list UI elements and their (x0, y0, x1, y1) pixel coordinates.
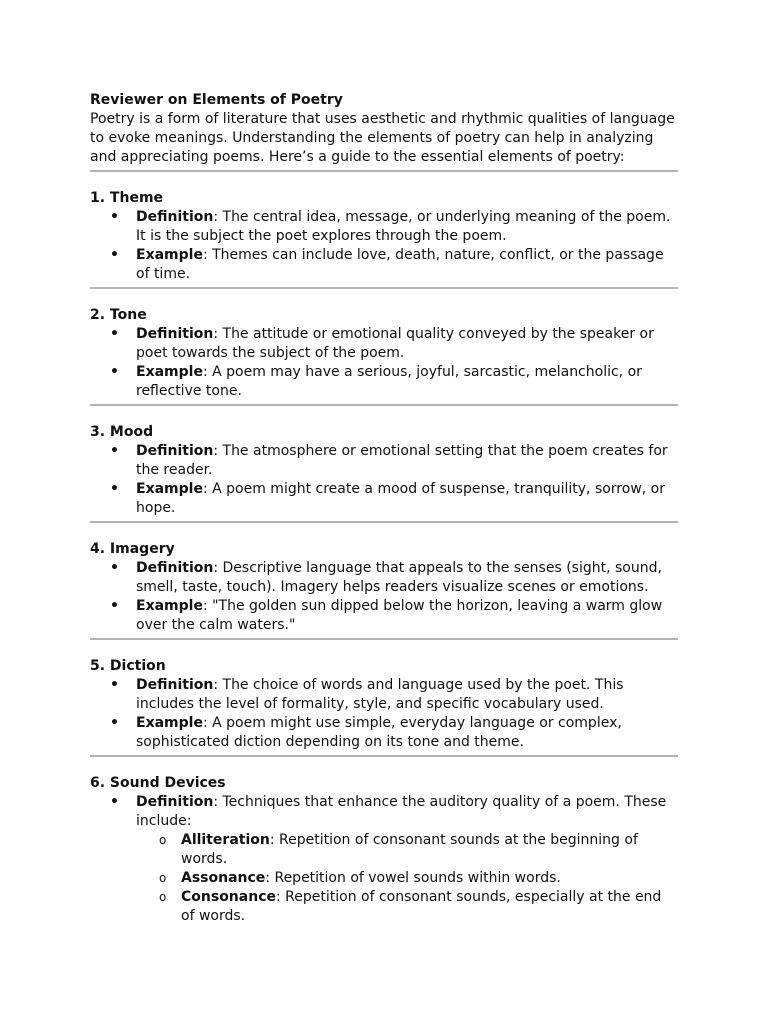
item-term: Definition (136, 443, 214, 459)
list-item (90, 480, 678, 518)
bullet-icon: • (110, 715, 119, 731)
section-divider (90, 287, 678, 289)
section-divider (90, 638, 678, 640)
item-term: Definition (136, 560, 214, 576)
list-item (90, 793, 678, 926)
list-item (90, 597, 678, 635)
intro-paragraph: Poetry is a form of literature that uses aesthetic and rhythmic qualities of language to evoke meanings. Understanding the elements of poetry can help in analyzing and appreciating poems. Here’s a guide to the essential elements of poetry: (90, 111, 675, 165)
item-text: : "The golden sun dipped below the horizon, leaving a warm glow over the calm waters." (136, 598, 663, 633)
item-text: : Techniques that enhance the auditory quality of a poem. These include: (136, 794, 667, 829)
section-heading: 2. Tone (90, 307, 147, 323)
bullet-icon: • (110, 364, 119, 380)
item-term: Example (136, 715, 203, 731)
list-item (90, 559, 678, 597)
bullet-icon: • (110, 247, 119, 263)
item-term: Example (136, 598, 203, 614)
section-heading: 1. Theme (90, 190, 164, 206)
list-item (90, 714, 678, 752)
sub-list-item (136, 831, 678, 869)
section-divider (90, 521, 678, 523)
document-title: Reviewer on Elements of Poetry (90, 92, 343, 108)
sub-item-term: Alliteration (181, 832, 270, 848)
item-term: Example (136, 481, 203, 497)
circle-bullet-icon: o (159, 833, 167, 847)
sub-list-item (136, 869, 678, 888)
circle-bullet-icon: o (159, 890, 167, 904)
item-term: Example (136, 364, 203, 380)
item-term: Definition (136, 209, 214, 225)
bullet-icon: • (110, 560, 119, 576)
item-text: : A poem might use simple, everyday language or complex, sophisticated diction depending on its tone and theme. (136, 715, 622, 750)
item-text: : Themes can include love, death, nature, conflict, or the passage of time. (136, 247, 664, 282)
item-term: Definition (136, 326, 214, 342)
list-item (90, 208, 678, 246)
item-text: : The attitude or emotional quality conveyed by the speaker or poet towards the subject of the poem. (136, 326, 654, 361)
section-heading: 3. Mood (90, 424, 154, 440)
bullet-list (90, 793, 678, 926)
item-text: : The central idea, message, or underlying meaning of the poem. It is the subject the poet explores through the poem. (136, 209, 671, 244)
list-item (90, 325, 678, 363)
bullet-list (90, 442, 678, 518)
sub-item-term: Consonance (181, 889, 276, 905)
bullet-list (90, 676, 678, 752)
sub-item-term: Assonance (181, 870, 266, 886)
list-item (90, 363, 678, 401)
item-text: : Descriptive language that appeals to the senses (sight, sound, smell, taste, touch). Imagery helps readers visualize scenes or emotions. (136, 560, 662, 595)
section-divider (90, 170, 678, 172)
sub-item-text: : Repetition of vowel sounds within words. (265, 870, 561, 886)
list-item (90, 676, 678, 714)
section-heading: 4. Imagery (90, 541, 175, 557)
bullet-list (90, 559, 678, 635)
bullet-icon: • (110, 481, 119, 497)
bullet-icon: • (110, 794, 119, 810)
section-4 (90, 540, 678, 640)
section-divider (90, 755, 678, 757)
sub-item-text: : Repetition of consonant sounds at the beginning of words. (181, 832, 638, 867)
bullet-icon: • (110, 443, 119, 459)
sections-container (90, 189, 678, 926)
item-term: Example (136, 247, 203, 263)
item-text: : A poem might create a mood of suspense, tranquility, sorrow, or hope. (136, 481, 665, 516)
section-heading: 6. Sound Devices (90, 775, 226, 791)
sub-item-text: : Repetition of consonant sounds, especially at the end of words. (181, 889, 662, 924)
item-term: Definition (136, 677, 214, 693)
section-3 (90, 423, 678, 523)
section-heading: 5. Diction (90, 658, 166, 674)
section-2 (90, 306, 678, 406)
bullet-icon: • (110, 677, 119, 693)
circle-bullet-icon: o (159, 871, 167, 885)
list-item (90, 442, 678, 480)
item-text: : The atmosphere or emotional setting that the poem creates for the reader. (136, 443, 668, 478)
bullet-list (90, 325, 678, 401)
document-page (90, 91, 678, 926)
section-5 (90, 657, 678, 757)
section-1 (90, 189, 678, 289)
list-item (90, 246, 678, 284)
bullet-icon: • (110, 209, 119, 225)
sub-list (136, 831, 678, 926)
item-term: Definition (136, 794, 214, 810)
bullet-list (90, 208, 678, 284)
item-text: : A poem may have a serious, joyful, sarcastic, melancholic, or reflective tone. (136, 364, 642, 399)
section-divider (90, 404, 678, 406)
bullet-icon: • (110, 598, 119, 614)
section-6 (90, 774, 678, 926)
item-text: : The choice of words and language used by the poet. This includes the level of formality, style, and specific vocabulary used. (136, 677, 624, 712)
bullet-icon: • (110, 326, 119, 342)
sub-list-item (136, 888, 678, 926)
